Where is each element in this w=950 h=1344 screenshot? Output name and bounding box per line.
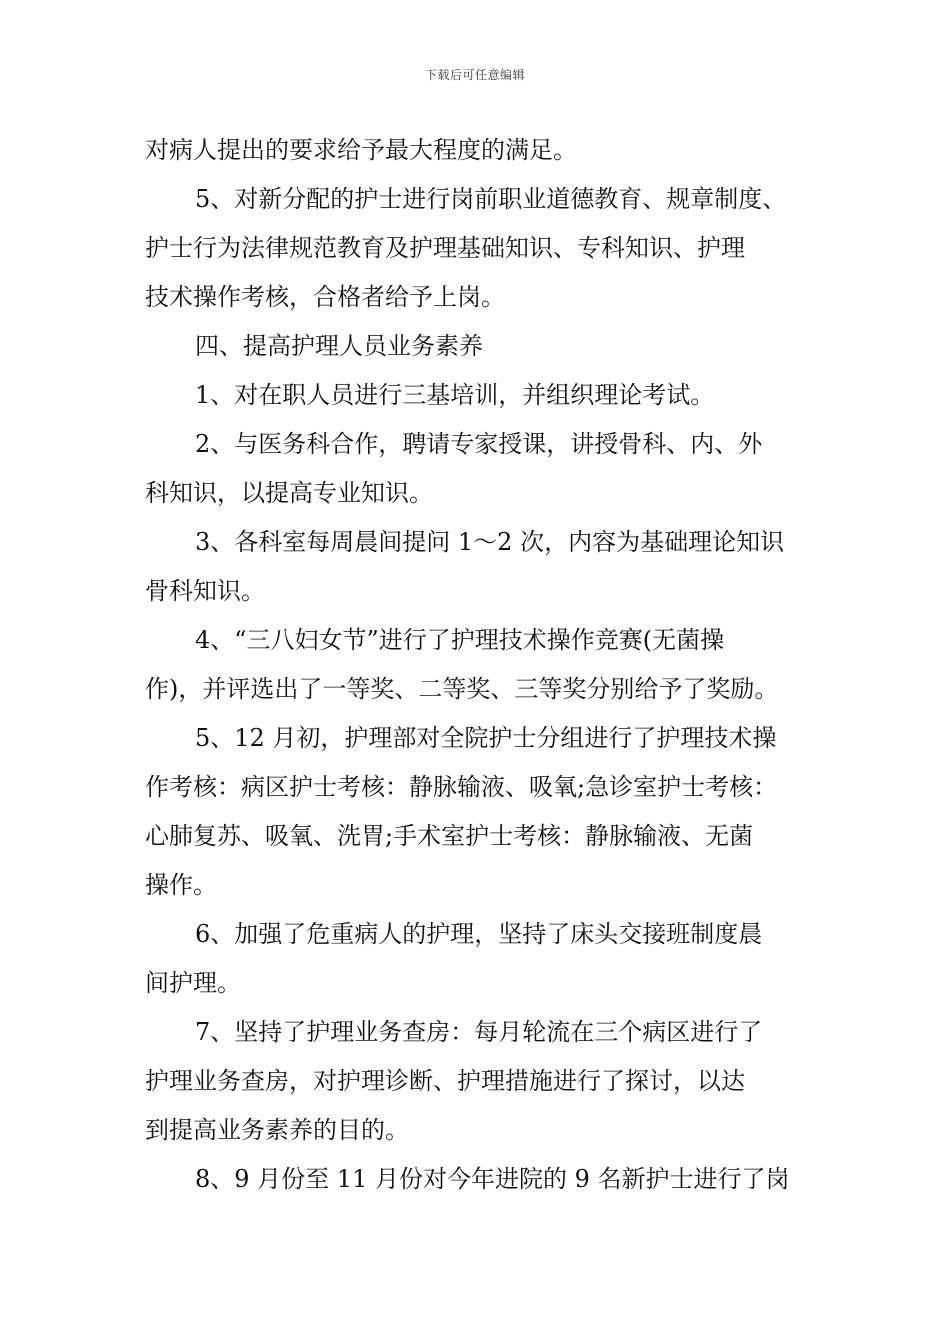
text-line: 1、对在职人员进行三基培训，并组织理论考试。 xyxy=(195,381,715,409)
text-line: 技术操作考核，合格者给予上岗。 xyxy=(145,283,505,311)
document-body xyxy=(145,126,825,1204)
text-line: 护士行为法律规范教育及护理基础知识、专科知识、护理 xyxy=(145,234,745,262)
text-line: 6、加强了危重病人的护理，坚持了床头交接班制度晨 xyxy=(195,920,763,948)
text-line: 作考核：病区护士考核：静脉输液、吸氧;急诊室护士考核： xyxy=(145,773,778,801)
text-line: 8、9 月份至 11 月份对今年进院的 9 名新护士进行了岗 xyxy=(195,1165,790,1193)
text-line: 2、与医务科合作，聘请专家授课，讲授骨科、内、外 xyxy=(195,430,763,458)
text-line: 5、对新分配的护士进行岗前职业道德教育、规章制度、 xyxy=(195,185,787,213)
text-line: 7、坚持了护理业务查房：每月轮流在三个病区进行了 xyxy=(195,1018,763,1046)
text-line: 4、“三八妇女节”进行了护理技术操作竞赛(无菌操 xyxy=(195,626,725,654)
text-line: 3、各科室每周晨间提问 1～2 次，内容为基础理论知识 xyxy=(195,528,785,556)
text-line: 科知识，以提高专业知识。 xyxy=(145,479,433,507)
text-line: 对病人提出的要求给予最大程度的满足。 xyxy=(145,136,577,164)
text-line: 作)，并评选出了一等奖、二等奖、三等奖分别给予了奖励。 xyxy=(145,675,779,703)
text-line: 5、12 月初，护理部对全院护士分组进行了护理技术操 xyxy=(195,724,777,752)
download-note: 下载后可任意编辑 xyxy=(424,68,525,82)
text-line: 到提高业务素养的目的。 xyxy=(145,1116,409,1144)
text-line: 护理业务查房，对护理诊断、护理措施进行了探讨，以达 xyxy=(145,1067,745,1095)
text-line: 骨科知识。 xyxy=(145,577,265,605)
text-line: 心肺复苏、吸氧、洗胃;手术室护士考核：静脉输液、无菌 xyxy=(145,822,754,850)
text-line: 操作。 xyxy=(145,871,217,899)
section-heading: 四、提高护理人员业务素养 xyxy=(195,332,483,360)
text-line: 间护理。 xyxy=(145,969,241,997)
